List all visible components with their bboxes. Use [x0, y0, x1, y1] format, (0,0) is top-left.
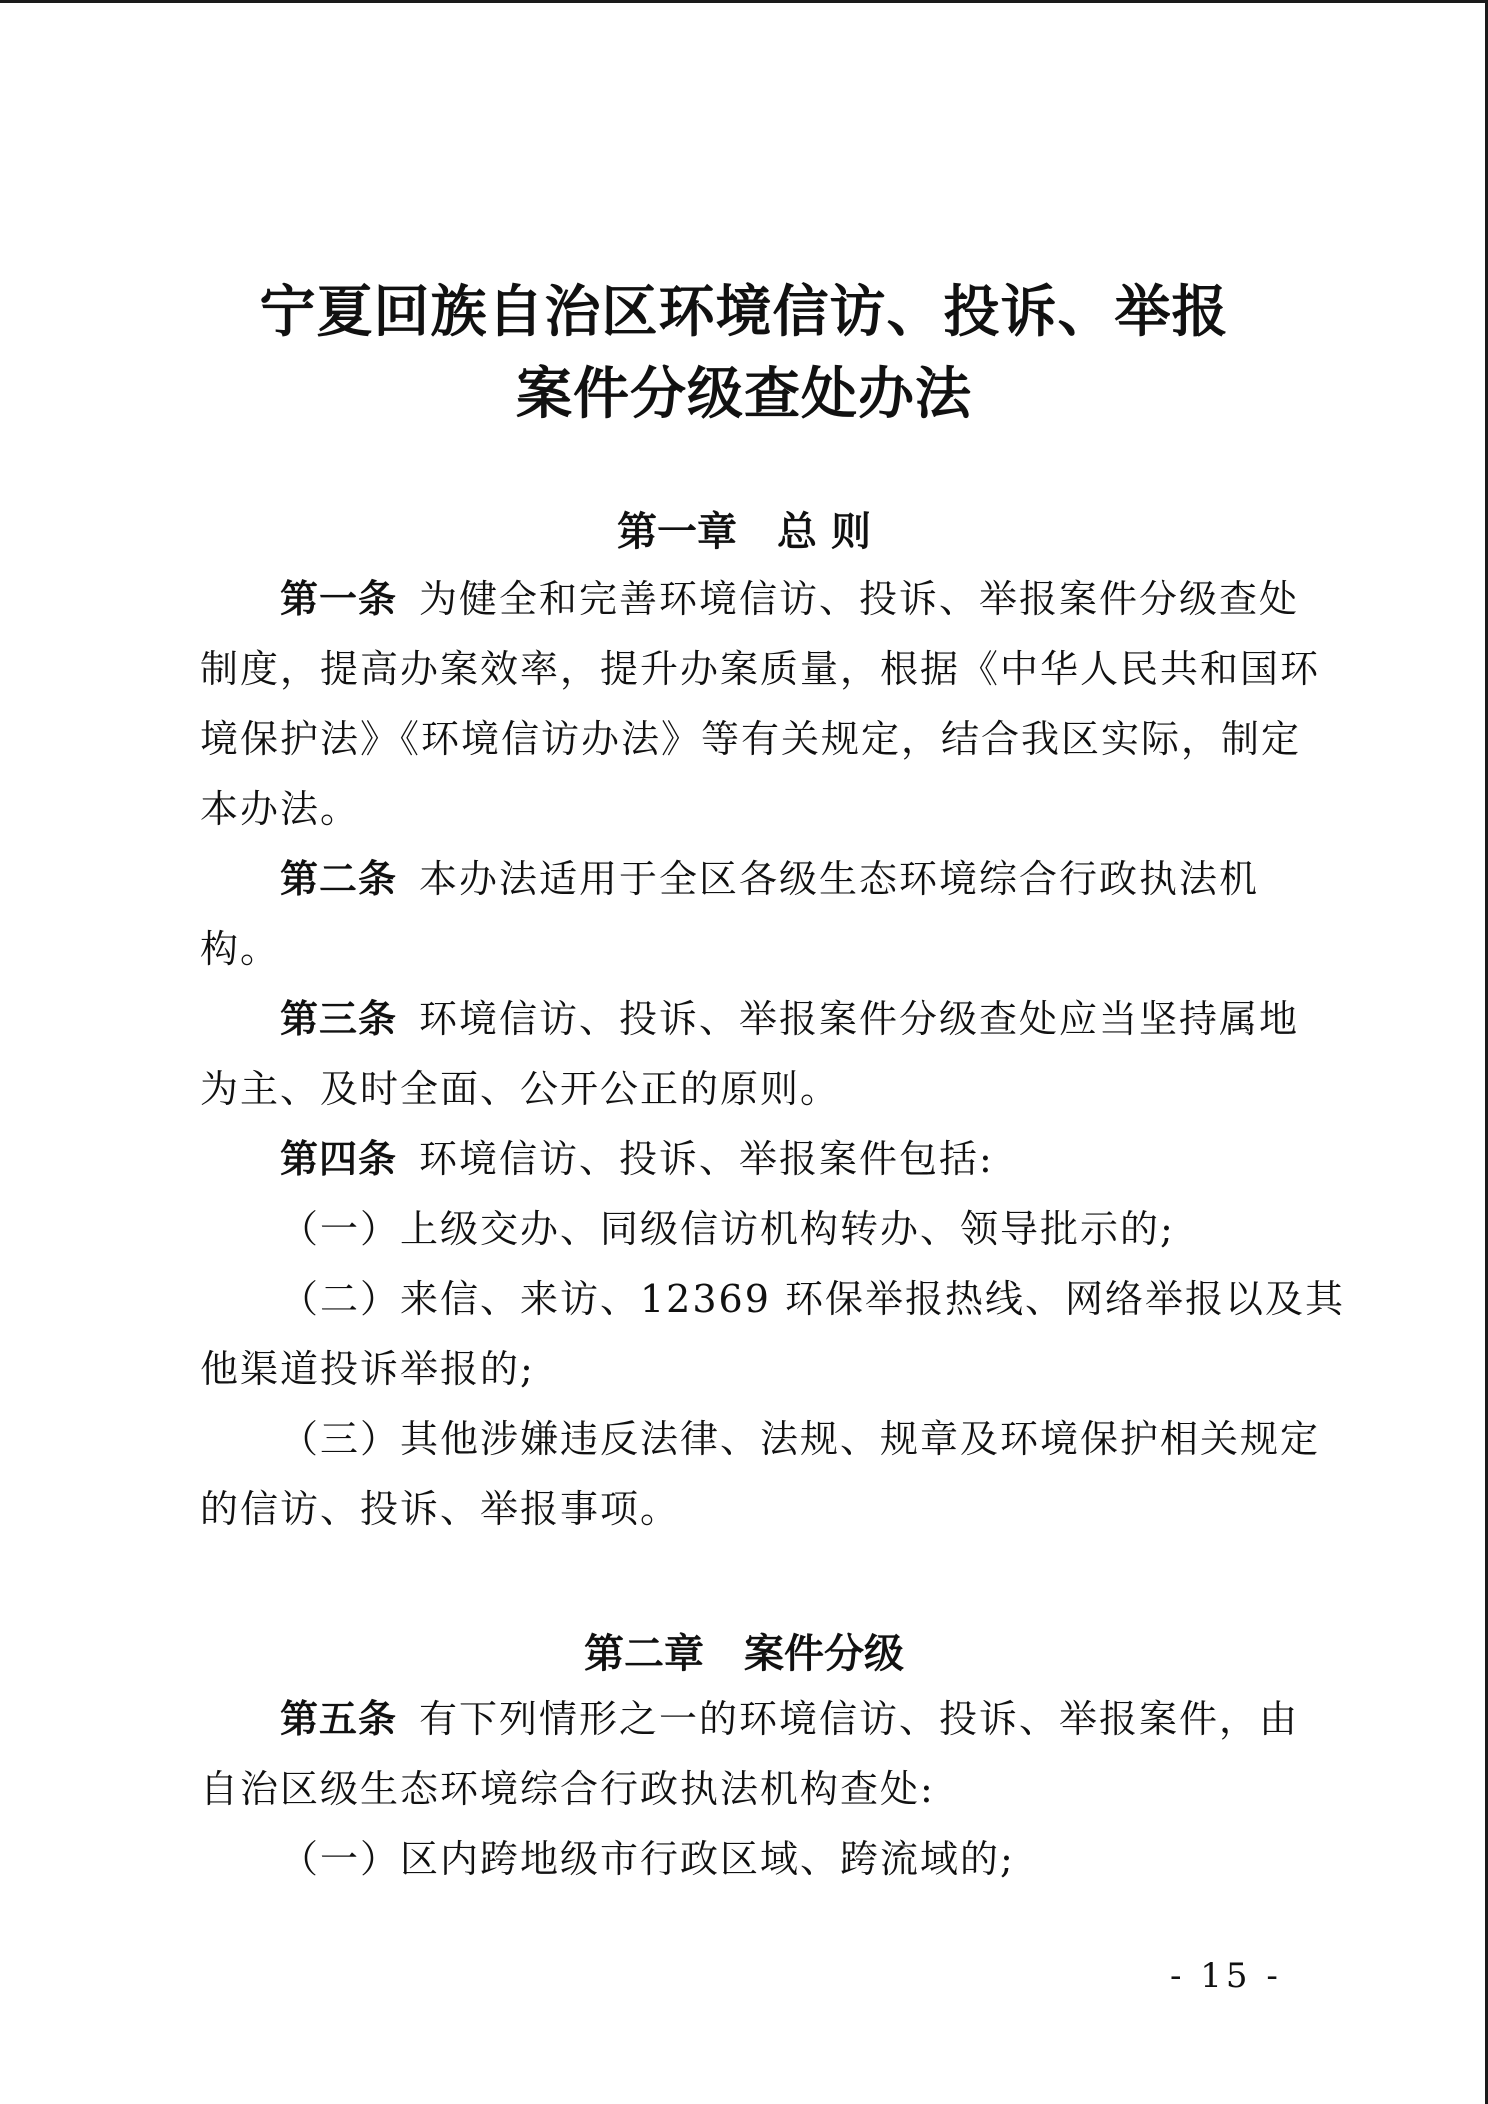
page-top-edge	[0, 0, 1488, 3]
article-4-line-1	[280, 1134, 1300, 1184]
article-4-item-2-line-2: 他渠道投诉举报的;	[200, 1347, 535, 1391]
article-text: 有下列情形之一的环境信访、投诉、举报案件，由	[419, 1697, 1300, 1741]
article-1-line-4: 本办法。	[200, 787, 361, 831]
article-4-item-2-line-1: （二）来信、来访、12369 环保举报热线、网络举报以及其	[280, 1277, 1345, 1321]
article-1-line-3: 境保护法》《环境信访办法》等有关规定，结合我区实际，制定	[200, 717, 1302, 761]
article-2-line-2: 构。	[200, 927, 281, 971]
article-1-line-1	[280, 574, 1300, 624]
article-2-line-1	[280, 854, 1300, 904]
article-label: 第四条	[280, 1137, 398, 1181]
page-number: - 15 -	[1170, 1956, 1282, 1996]
chapter-heading-1: 第一章 总 则	[617, 509, 871, 555]
article-5-item-1: （一）区内跨地级市行政区域、跨流域的;	[280, 1837, 1015, 1881]
article-4-item-1: （一）上级交办、同级信访机构转办、领导批示的;	[280, 1207, 1175, 1251]
article-label: 第一条	[280, 577, 398, 621]
article-4-item-3-line-2: 的信访、投诉、举报事项。	[200, 1487, 681, 1531]
article-text: 本办法适用于全区各级生态环境综合行政执法机	[419, 857, 1260, 901]
article-1-line-2: 制度，提高办案效率，提升办案质量，根据《中华人民共和国环	[200, 647, 1321, 691]
article-3-line-2: 为主、及时全面、公开公正的原则。	[200, 1067, 841, 1111]
article-label: 第五条	[280, 1697, 398, 1741]
document-title-line-1: 宁夏回族自治区环境信访、投诉、举报	[259, 279, 1229, 345]
article-text: 为健全和完善环境信访、投诉、举报案件分级查处	[419, 577, 1300, 621]
article-3-line-1	[280, 994, 1300, 1044]
article-label: 第二条	[280, 857, 398, 901]
article-4-item-3-line-1: （三）其他涉嫌违反法律、法规、规章及环境保护相关规定	[280, 1417, 1321, 1461]
article-text: 环境信访、投诉、举报案件分级查处应当坚持属地	[419, 997, 1300, 1041]
document-title-line-2: 案件分级查处办法	[516, 361, 972, 427]
article-text: 环境信访、投诉、举报案件包括:	[419, 1137, 994, 1181]
article-5-line-2: 自治区级生态环境综合行政执法机构查处:	[200, 1767, 935, 1811]
article-label: 第三条	[280, 997, 398, 1041]
chapter-heading-2: 第二章 案件分级	[584, 1631, 904, 1677]
article-5-line-1	[280, 1694, 1300, 1744]
